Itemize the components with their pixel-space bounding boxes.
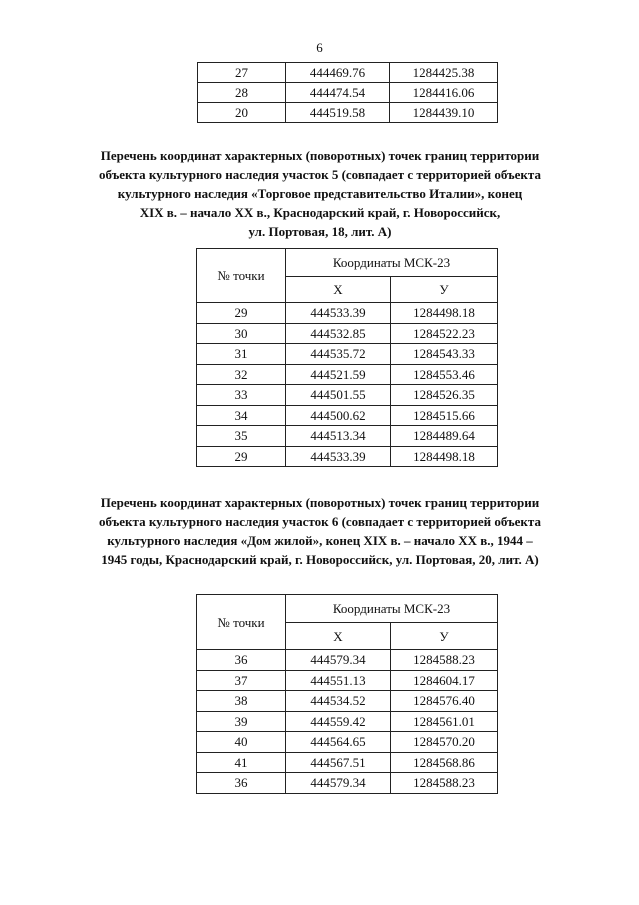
y-coordinate-cell: 1284543.33: [391, 344, 498, 365]
coordinates-table-section-5: [196, 248, 498, 467]
y-coordinate-cell: 1284425.38: [390, 63, 498, 83]
heading-line: объекта культурного наследия участок 5 (совпадает с территорией объекта: [99, 167, 541, 182]
y-coordinate-cell: 1284489.64: [391, 426, 498, 447]
point-number-cell: 20: [198, 103, 286, 123]
table-row: [197, 752, 498, 773]
table-row: [197, 364, 498, 385]
point-number-cell: 38: [197, 691, 286, 712]
x-coordinate-cell: 444533.39: [286, 446, 391, 467]
y-coordinate-cell: 1284515.66: [391, 405, 498, 426]
table-row: [197, 691, 498, 712]
y-coordinate-cell: 1284576.40: [391, 691, 498, 712]
y-coordinate-cell: 1284588.23: [391, 773, 498, 794]
x-coordinate-cell: 444551.13: [286, 670, 391, 691]
point-number-header: № точки: [197, 595, 286, 650]
y-column-header: У: [391, 277, 498, 303]
x-coordinate-cell: 444534.52: [286, 691, 391, 712]
x-coordinate-cell: 444579.34: [286, 773, 391, 794]
y-coordinate-cell: 1284498.18: [391, 303, 498, 324]
heading-line: Перечень координат характерных (поворотных) точек границ территории: [100, 148, 540, 163]
x-coordinate-cell: 444500.62: [286, 405, 391, 426]
x-coordinate-cell: 444521.59: [286, 364, 391, 385]
table-row: [197, 446, 498, 467]
x-coordinate-cell: 444564.65: [286, 732, 391, 753]
coordinates-system-header: Координаты МСК-23: [286, 595, 498, 623]
x-coordinate-cell: 444469.76: [286, 63, 390, 83]
table-row: [197, 670, 498, 691]
heading-line: 1945 годы, Краснодарский край, г. Новороссийск, ул. Портовая, 20, лит. А): [101, 552, 539, 567]
y-coordinate-cell: 1284522.23: [391, 323, 498, 344]
point-number-cell: 40: [197, 732, 286, 753]
x-coordinate-cell: 444532.85: [286, 323, 391, 344]
heading-line: XIX в. – начало XX в., Краснодарский край, г. Новороссийск,: [139, 205, 501, 220]
point-number-cell: 36: [197, 773, 286, 794]
point-number-cell: 29: [197, 446, 286, 467]
y-coordinate-cell: 1284439.10: [390, 103, 498, 123]
point-number-cell: 29: [197, 303, 286, 324]
x-coordinate-cell: 444535.72: [286, 344, 391, 365]
table-row: [197, 650, 498, 671]
page-number: 6: [316, 40, 323, 55]
point-number-cell: 27: [198, 63, 286, 83]
point-number-header: № точки: [197, 249, 286, 303]
heading-line: культурного наследия «Торговое представительство Италии», конец: [117, 186, 523, 201]
table-row: [197, 385, 498, 406]
x-coordinate-cell: 444474.54: [286, 83, 390, 103]
table-row: [197, 773, 498, 794]
table-row: [197, 344, 498, 365]
y-coordinate-cell: 1284568.86: [391, 752, 498, 773]
x-coordinate-cell: 444519.58: [286, 103, 390, 123]
point-number-cell: 35: [197, 426, 286, 447]
x-coordinate-cell: 444579.34: [286, 650, 391, 671]
table-row: [197, 732, 498, 753]
x-coordinate-cell: 444559.42: [286, 711, 391, 732]
table-row: [197, 426, 498, 447]
table-row: [197, 303, 498, 324]
point-number-cell: 31: [197, 344, 286, 365]
point-number-cell: 36: [197, 650, 286, 671]
x-coordinate-cell: 444501.55: [286, 385, 391, 406]
point-number-cell: 30: [197, 323, 286, 344]
coordinates-table-section-6: [196, 594, 498, 794]
y-column-header: У: [391, 623, 498, 650]
table-row: [198, 63, 498, 83]
y-coordinate-cell: 1284553.46: [391, 364, 498, 385]
y-coordinate-cell: 1284604.17: [391, 670, 498, 691]
y-coordinate-cell: 1284498.18: [391, 446, 498, 467]
y-coordinate-cell: 1284416.06: [390, 83, 498, 103]
point-number-cell: 37: [197, 670, 286, 691]
heading-line: культурного наследия «Дом жилой», конец XIX в. – начало XX в., 1944 –: [107, 533, 533, 548]
y-coordinate-cell: 1284561.01: [391, 711, 498, 732]
table-row: [197, 711, 498, 732]
point-number-cell: 39: [197, 711, 286, 732]
x-column-header: Х: [286, 623, 391, 650]
section-5-heading: [60, 146, 580, 241]
x-column-header: Х: [286, 277, 391, 303]
heading-line: ул. Портовая, 18, лит. А): [248, 224, 392, 239]
coordinates-table-continuation: [197, 62, 498, 123]
point-number-cell: 28: [198, 83, 286, 103]
table-row: [197, 323, 498, 344]
point-number-cell: 41: [197, 752, 286, 773]
point-number-cell: 32: [197, 364, 286, 385]
table-row: [198, 103, 498, 123]
y-coordinate-cell: 1284570.20: [391, 732, 498, 753]
coordinates-system-header: Координаты МСК-23: [286, 249, 498, 277]
x-coordinate-cell: 444533.39: [286, 303, 391, 324]
x-coordinate-cell: 444513.34: [286, 426, 391, 447]
y-coordinate-cell: 1284588.23: [391, 650, 498, 671]
y-coordinate-cell: 1284526.35: [391, 385, 498, 406]
point-number-cell: 33: [197, 385, 286, 406]
heading-line: объекта культурного наследия участок 6 (совпадает с территорией объекта: [99, 514, 541, 529]
table-row: [197, 405, 498, 426]
point-number-cell: 34: [197, 405, 286, 426]
section-6-heading: [60, 493, 580, 569]
table-row: [198, 83, 498, 103]
heading-line: Перечень координат характерных (поворотных) точек границ территории: [100, 495, 540, 510]
x-coordinate-cell: 444567.51: [286, 752, 391, 773]
